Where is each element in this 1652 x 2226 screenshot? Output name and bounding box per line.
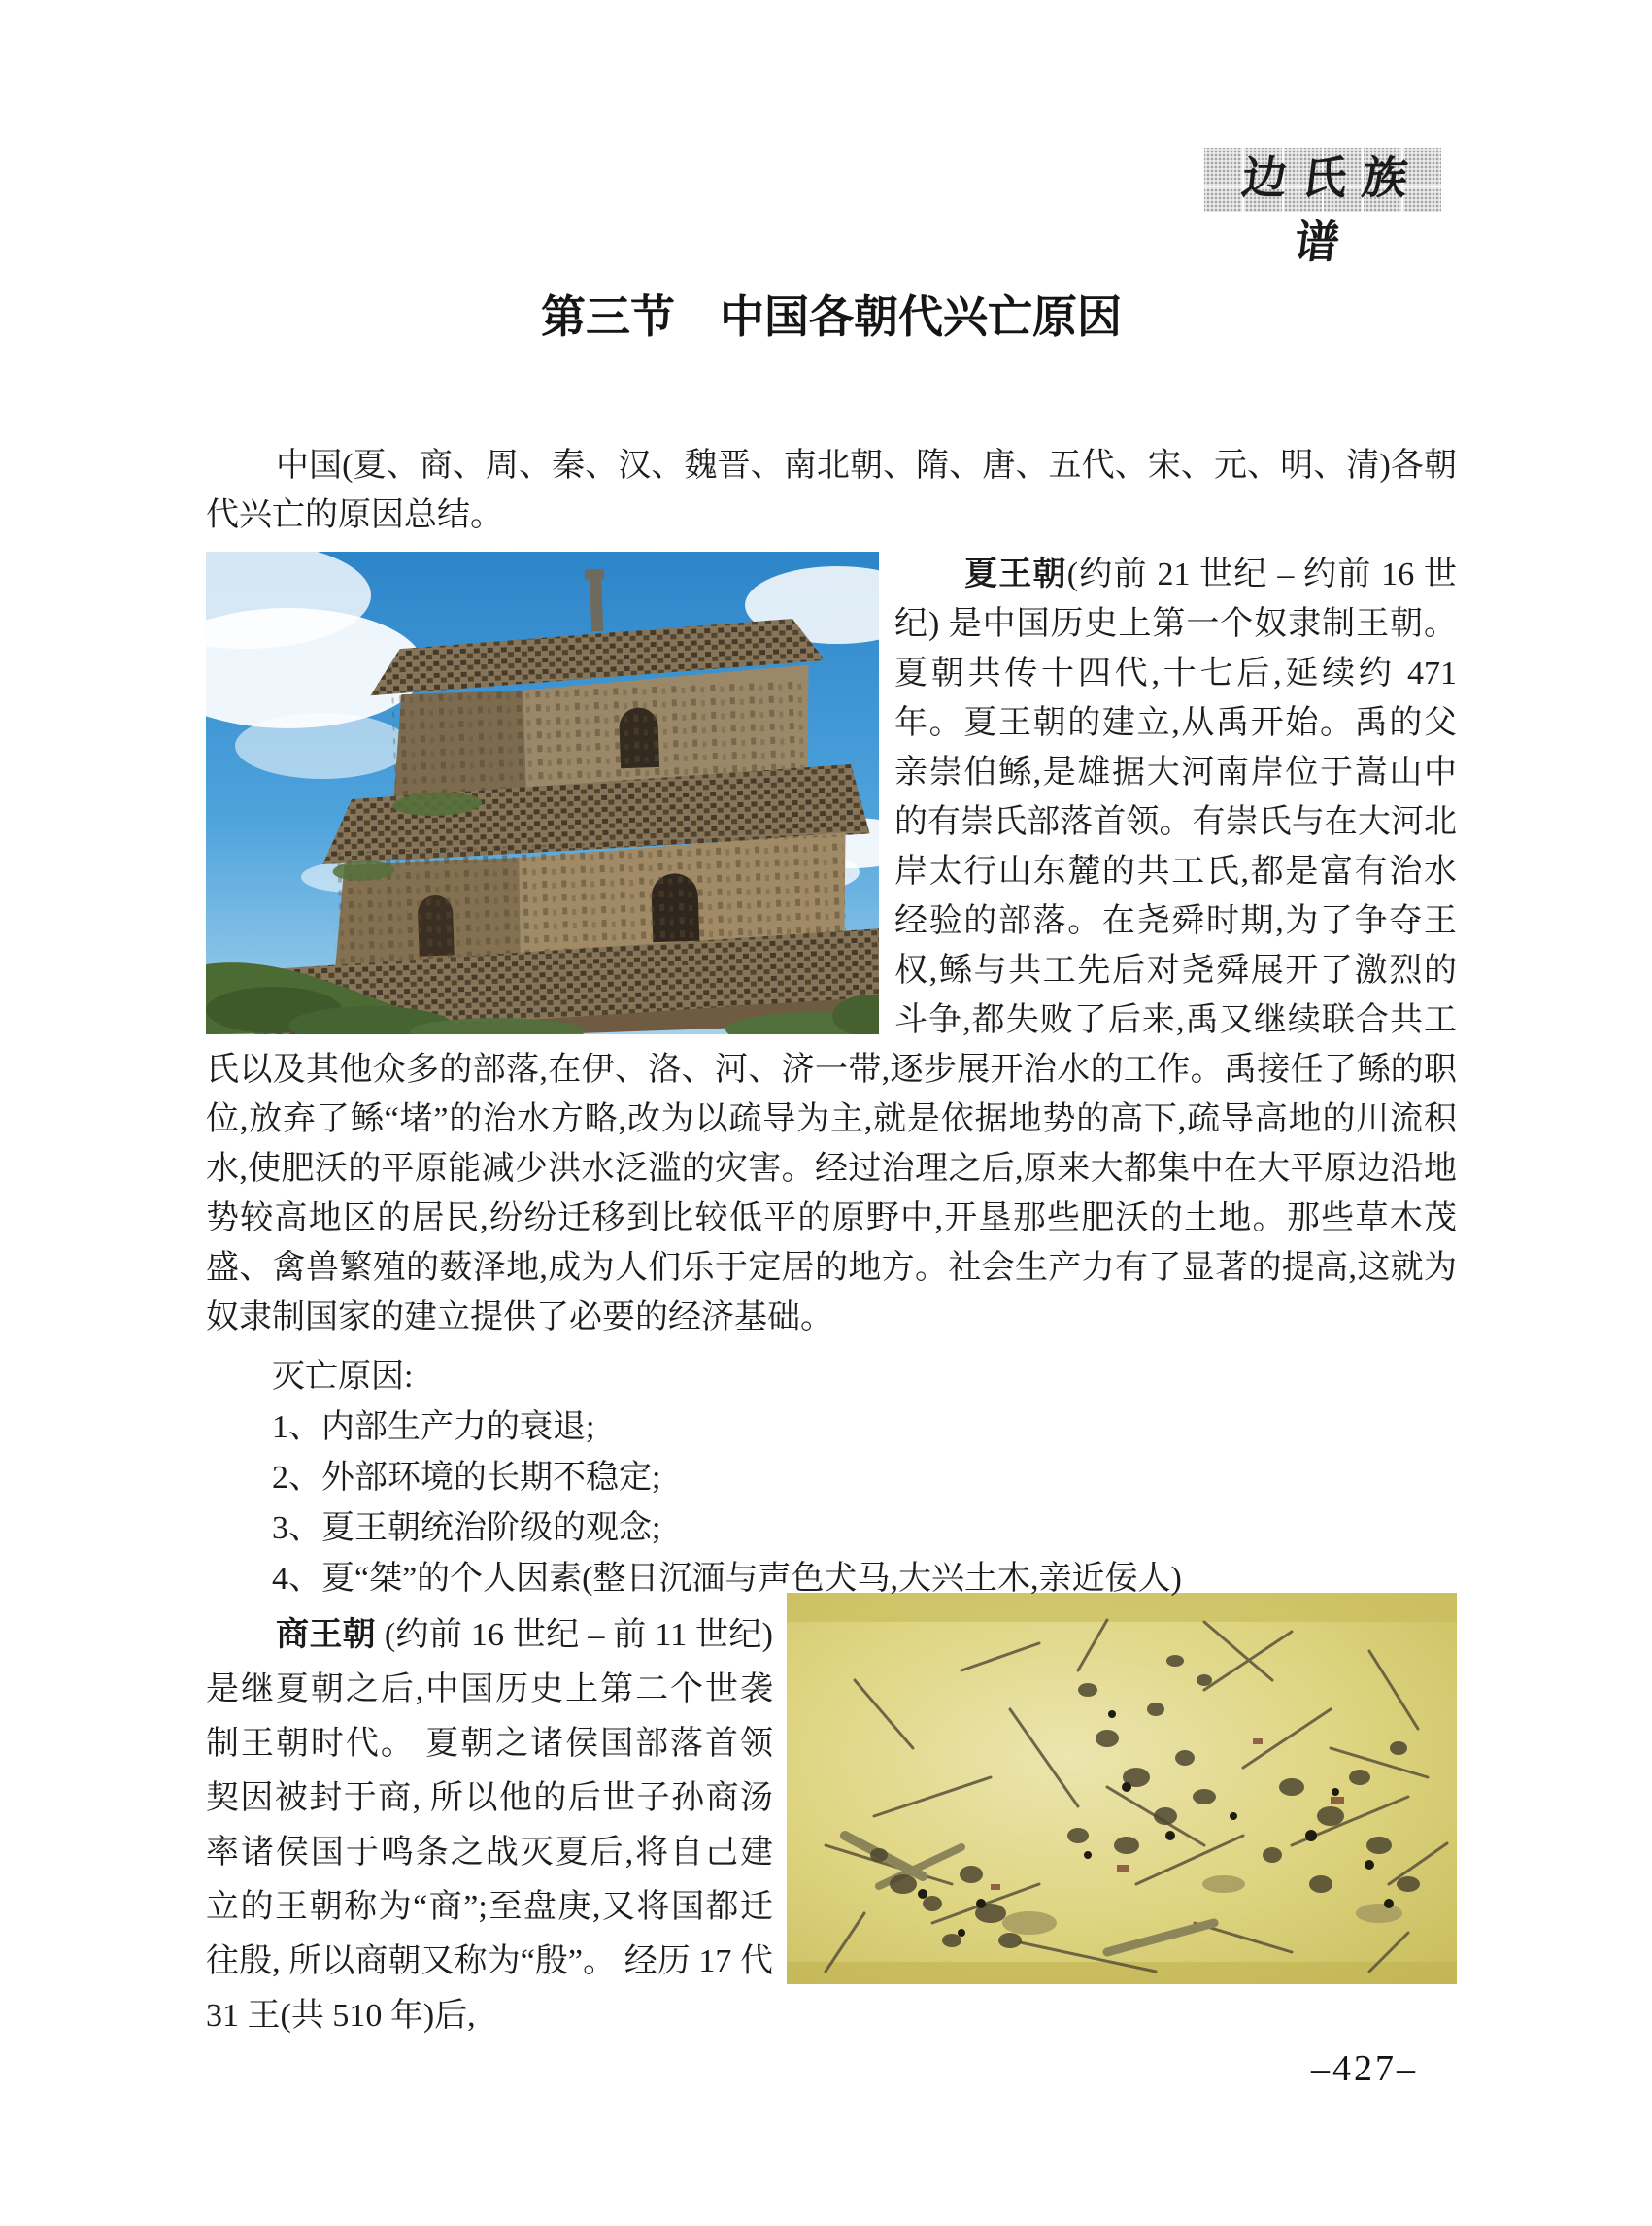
- intro-paragraph: 中国(夏、商、周、秦、汉、魏晋、南北朝、隋、唐、五代、宋、元、明、清)各朝代兴亡的原因总结。: [206, 448, 1457, 533]
- page-number: –427–: [1311, 2048, 1418, 2089]
- shang-battle-painting-image: [787, 1593, 1457, 1984]
- xia-lead: 夏王朝: [964, 556, 1067, 592]
- pagoda-photo-image: [206, 552, 879, 1034]
- page-title: 第三节 中国各朝代兴亡原因: [541, 291, 1122, 342]
- reasons-heading: 灭亡原因:: [272, 1359, 414, 1395]
- xia-section: [206, 550, 1457, 1342]
- xia-reasons-list: [206, 1352, 1457, 1604]
- xia-body-text: (约前 21 世纪 – 约前 16 世纪) 是中国历史上第一个奴隶制王朝。夏朝共传十四代,十七后,延续约 471 年。夏王朝的建立,从禹开始。禹的父亲崇伯鲧,是雄据大河南岸位于嵩山中的有崇氏部落首领。有崇氏与在大河北岸太行山东麓的共工氏,都是富有治水经验的部落。在尧舜时期,为了争夺王权,鲧与共工先后对尧舜展开了激烈的斗争,都失败了后来,禹又继续联合共工氏以及其他众多的部落,在伊、洛、河、济一带,逐步展开治水的工作。禹接任了鲧的职位,放弃了鲧“堵”的治水方略,改为以疏导为主,就是依据地势的高下,疏导高地的川流积水,使肥沃的平原能减少洪水泛滥的灾害。经过治理之后,原来大都集中在大平原边沿地势较高地区的居民,纷纷迁移到比较低平的原野中,开垦那些肥沃的土地。那些草木茂盛、禽兽繁殖的薮泽地,成为人们乐于定居的地方。社会生产力有了显著的提高,这就为奴隶制国家的建立提供了必要的经济基础。: [206, 556, 1458, 1335]
- shang-battle-painting: [787, 1593, 1457, 1984]
- header-badge: [1202, 146, 1441, 268]
- header-badge-text: 边氏族谱: [1238, 152, 1427, 268]
- shang-body-text: (约前 16 世纪 – 前 11 世纪)是继夏朝之后,中国历史上第二个世袭制王朝时代。 夏朝之诸侯国部落首领契因被封于商, 所以他的后世子孙商汤率诸侯国于鸣条之战灭夏后,将自己建立的王朝称为“商”;至盘庚,又将国都迁往殷, 所以商朝又称为“殷”。 经历 17 代 31 王(共 510 年)后,: [206, 1617, 774, 2034]
- shang-lead: 商王朝: [276, 1617, 377, 1653]
- reason-item: 4、夏“桀”的个人因素(整日沉湎与声色犬马,大兴土木,亲近佞人): [272, 1561, 1182, 1597]
- shang-section: [206, 1608, 1457, 2043]
- reason-item: 1、内部生产力的衰退;: [272, 1409, 595, 1445]
- reason-item: 3、夏王朝统治阶级的观念;: [272, 1510, 661, 1546]
- reason-item: 2、外部环境的长期不稳定;: [272, 1460, 661, 1496]
- pagoda-photo: [206, 552, 879, 1034]
